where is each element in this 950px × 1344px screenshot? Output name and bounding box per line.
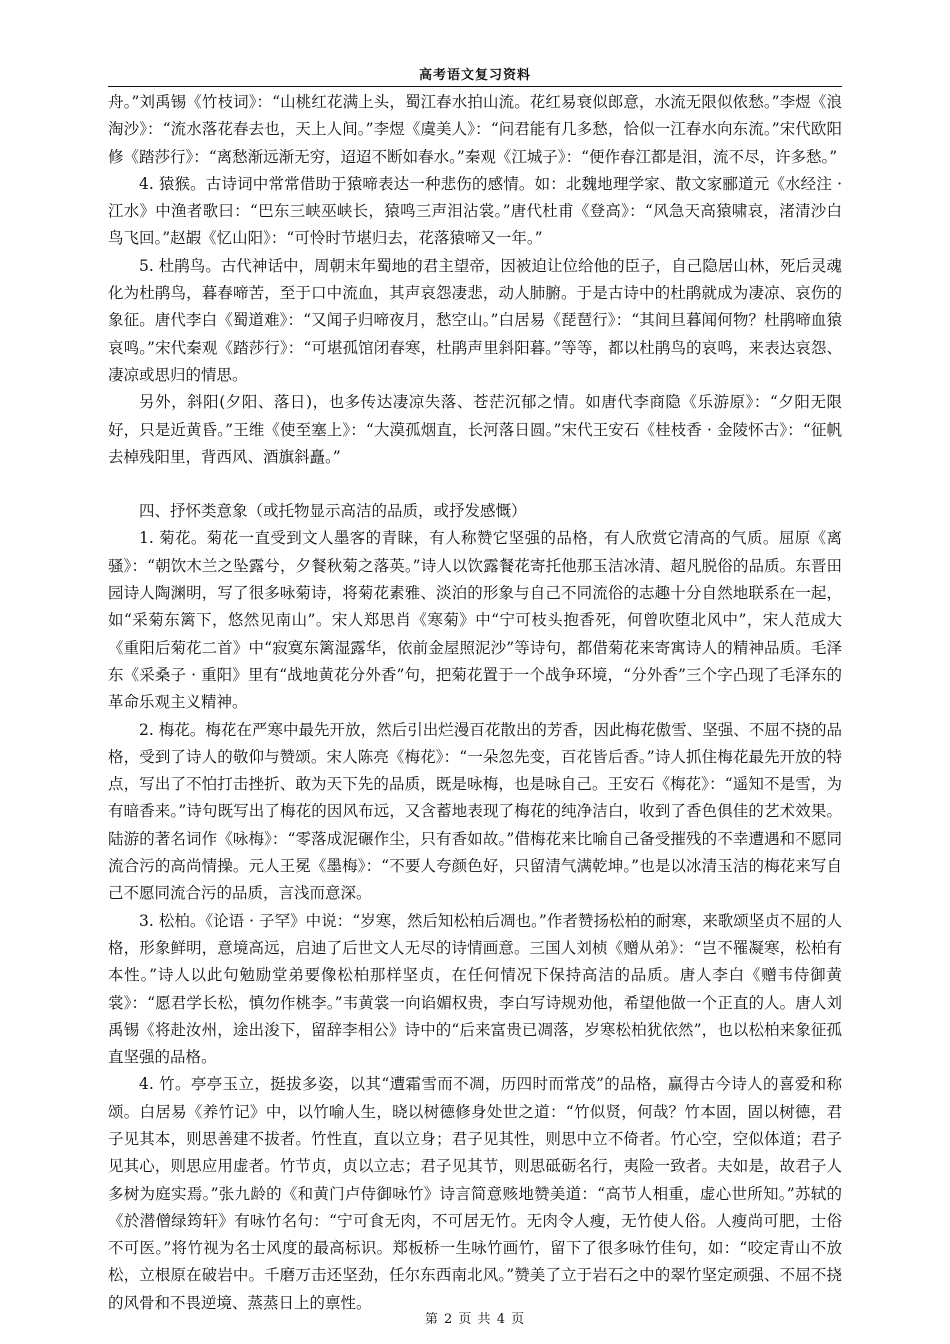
paragraph-plum-blossom: 2. 梅花。梅花在严寒中最先开放，然后引出烂漫百花散出的芳香，因此梅花傲雪、坚强、不屈不挠的品格，受到了诗人的敬仰与赞颂。宋人陈亮《梅花》：“一朵忽先变，百花皆后香。”诗人抓住梅花最先开放的特点，写出了不怕打击挫折、敢为天下先的品质，既是咏梅，也是咏自己。王安石《梅花》：“遥知不是雪，为有暗香来。”诗句既写出了梅花的因风布远，又含蓄地表现了梅花的纯净洁白，收到了香色俱佳的艺术效果。陆游的著名词作《咏梅》：“零落成泥碾作尘，只有香如故。”借梅花来比喻自己备受摧残的不幸遭遇和不愿同流合污的高尚情操。元人王冕《墨梅》：“不要人夸颜色好，只留清气满乾坤。”也是以冰清玉洁的梅花来写自己不愿同流合污的品质，言浅而意深。	[108, 720, 842, 903]
paragraph-pine-cypress: 3. 松柏。《论语 · 子罕》中说：“岁寒，然后知松柏后凋也。”作者赞扬松柏的耐寒，来歌颂坚贞不屈的人格，形象鲜明，意境高远，启迪了后世文人无尽的诗情画意。三国人刘桢《赠从弟》：“岂不罹凝寒，松柏有本性。”诗人以此句勉励堂弟要像松柏那样坚贞，在任何情况下保持高洁的品质。唐人李白《赠韦侍御黄裳》：“愿君学长松，慎勿作桃李。”韦黄裳一向谄媚权贵，李白写诗规劝他，希望他做一个正直的人。唐人刘禹锡《将赴汝州，途出浚下，留辞李相公》诗中的“后来富贵已凋落，岁寒松柏犹依然”，也以松柏来象征孤直坚强的品格。	[108, 911, 842, 1067]
paragraph-chrysanthemum: 1. 菊花。菊花一直受到文人墨客的青睐，有人称赞它坚强的品格，有人欣赏它清高的气质。屈原《离骚》：“朝饮木兰之坠露兮，夕餐秋菊之落英。”诗人以饮露餐花寄托他那玉洁冰清、超凡脱俗的品质。东晋田园诗人陶渊明，写了很多咏菊诗，将菊花素雅、淡泊的形象与自己不同流俗的志趣十分自然地联系在一起，如“采菊东篱下，悠然见南山”。宋人郑思肖《寒菊》中“宁可枝头抱香死，何曾吹堕北风中”，宋人范成大《重阳后菊花二首》中“寂寞东篱湿露华，依前金屋照泥沙”等诗句，都借菊花来寄寓诗人的精神品质。毛泽东《采桑子 · 重阳》里有“战地黄花分外香”句，把菊花置于一个战争环境，“分外香”三个字凸现了毛泽东的革命乐观主义精神。	[108, 529, 842, 712]
document-body	[108, 89, 842, 1317]
paragraph-monkey: 4. 猿猴。古诗词中常常借助于猿啼表达一种悲伤的感情。如：北魏地理学家、散文家郦道元《水经注 · 江水》中渔者歌曰：“巴东三峡巫峡长，猿鸣三声泪沾裳。”唐代杜甫《登高》：“风急天高猿啸哀，渚清沙白鸟飞回。”赵嘏《忆山阳》：“可怜时节堪归去，花落猿啼又一年。”	[108, 174, 842, 248]
page-header: 高考语文复习资料	[418, 68, 531, 83]
paragraph-bamboo: 4. 竹。亭亭玉立，挺拔多姿，以其“遭霜雪而不凋，历四时而常茂”的品格，赢得古今诗人的喜爱和称颂。白居易《养竹记》中，以竹喻人生，晓以树德修身处世之道：“竹似贤，何哉？竹本固，固以树德，君子见其本，则思善建不拔者。竹性直，直以立身；君子见其性，则思中立不倚者。竹心空，空似体道；君子见其心，则思应用虚者。竹节贞，贞以立志；君子见其节，则思砥砺名行，夷险一致者。夫如是，故君子人多树为庭实焉。”张九龄的《和黄门卢侍御咏竹》诗言简意赅地赞美道：“高节人相重，虚心世所知。”苏轼的《於潜僧绿筠轩》有咏竹名句：“宁可食无肉，不可居无竹。无肉令人瘦，无竹使人俗。人瘦尚可肥，士俗不可医。”将竹视为名士风度的最高标识。郑板桥一生咏竹画竹，留下了很多咏竹佳句，如：“咬定青山不放松，立根原在破岩中。千磨万击还坚劲，任尔东西南北风。”赞美了立于岩石之中的翠竹坚定顽强、不屈不挠的风骨和不畏逆境、蒸蒸日上的禀性。	[108, 1075, 842, 1312]
paragraph-sunset: 另外，斜阳(夕阳、落日)，也多传达凄凉失落、苍茫沉郁之情。如唐代李商隐《乐游原》：“夕阳无限好，只是近黄昏。”王维《使至塞上》：“大漠孤烟直，长河落日圆。”宋代王安石《桂枝香 · 金陵怀古》：“征帆去棹残阳里，背西风、酒旗斜矗。”	[108, 393, 842, 466]
header-rule	[108, 86, 842, 87]
paragraph-continuation: 舟。”刘禹锡《竹枝词》：“山桃红花满上头，蜀江春水拍山流。花红易衰似郎意，水流无限似侬愁。”李煜《浪淘沙》：“流水落花春去也，天上人间。”李煜《虞美人》：“问君能有几多愁，恰似一江春水向东流。”宋代欧阳修《踏莎行》：“离愁渐远渐无穷，迢迢不断如春水。”秦观《江城子》：“便作春江都是泪，流不尽，许多愁。”	[108, 93, 842, 166]
page-number: 第 2 页 共 4 页	[424, 1312, 526, 1327]
paragraph-cuckoo: 5. 杜鹃鸟。古代神话中，周朝末年蜀地的君主望帝，因被迫让位给他的臣子，自己隐居山林，死后灵魂化为杜鹃鸟，暮春啼苦，至于口中流血，其声哀怨凄悲，动人肺腑。于是古诗中的杜鹃就成为凄凉、哀伤的象征。唐代李白《蜀道难》：“又闻子归啼夜月，愁空山。”白居易《琵琶行》：“其间旦暮闻何物？杜鹃啼血猿哀鸣。”宋代秦观《踏莎行》：“可堪孤馆闭春寒，杜鹃声里斜阳暮。”等等，都以杜鹃鸟的哀鸣，来表达哀怨、凄凉或思归的情思。	[108, 256, 842, 384]
section-heading: 四、抒怀类意象（或托物显示高洁的品质，或抒发感慨）	[139, 502, 527, 521]
